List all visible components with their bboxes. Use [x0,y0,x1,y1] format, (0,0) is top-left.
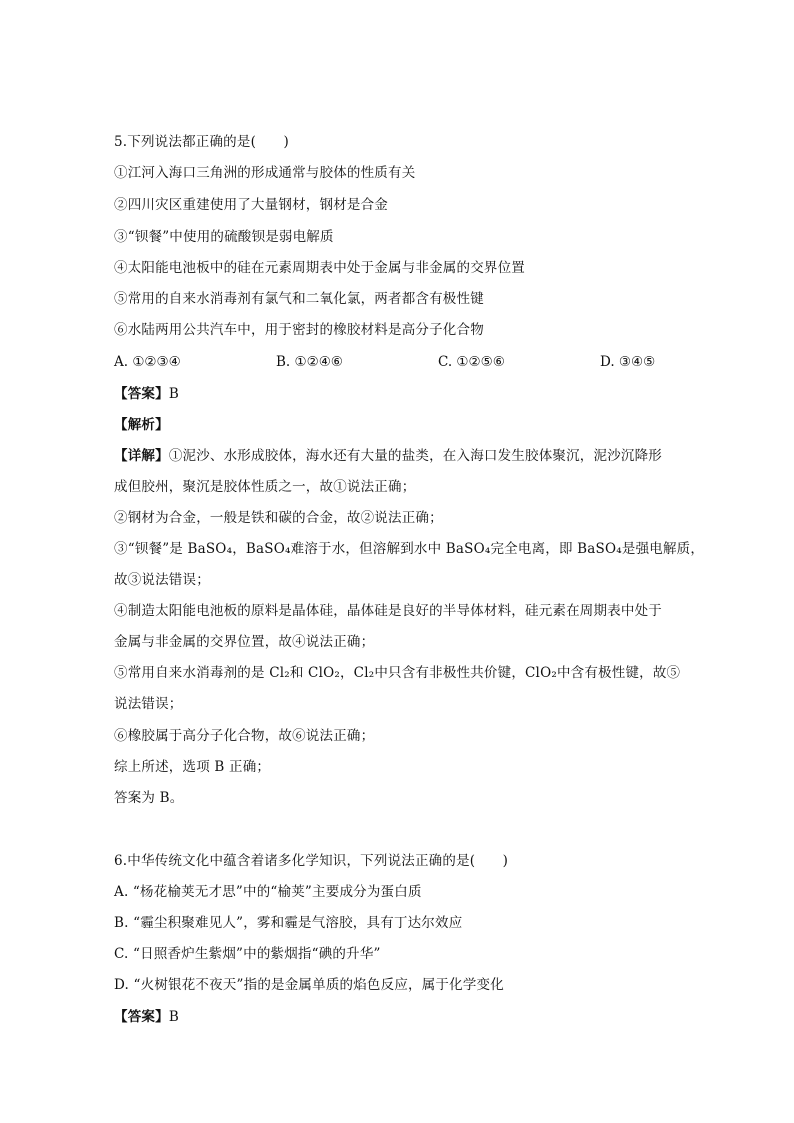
q5-explanation-line-5: 故③说法错误； [114,572,210,588]
q6-answer-line [114,1007,179,1027]
q5-option-a: A. ①②③④ [114,354,181,370]
q5-analysis-label: 【解析】 [114,417,169,433]
q5-item-4: ④太阳能电池板中的硅在元素周期表中处于金属与非金属的交界位置 [114,260,525,276]
q5-explanation-line-7: 金属与非金属的交界位置，故④说法正确； [114,634,375,650]
q6-answer-value: B [168,1009,179,1025]
q5-explanation-line-11: 综上所述，选项 B 正确； [114,759,271,775]
q5-explanation-line-2: 成但胶州，聚沉是胶体性质之一，故①说法正确； [114,479,416,495]
q5-explanation-line-6: ④制造太阳能电池板的原料是晶体硅，晶体硅是良好的半导体材料，硅元素在周期表中处于 [114,603,662,619]
q5-item-2: ②四川灾区重建使用了大量钢材，钢材是合金 [114,197,388,213]
q5-explanation-line-9: 说法错误； [114,696,183,712]
q5-explanation-line-10: ⑥橡胶属于高分子化合物，故⑥说法正确； [114,728,375,744]
q5-answer-label: 【答案】 [114,386,169,402]
q5-answer-line [114,384,179,404]
q6-option-d: D. “火树银花不夜天”指的是金属单质的焰色反应，属于化学变化 [114,977,504,993]
q6-option-c: C. “日照香炉生紫烟”中的紫烟指“碘的升华” [114,946,381,962]
q5-item-3: ③“钡餐”中使用的硫酸钡是弱电解质 [114,229,334,245]
q5-item-1: ①江河入海口三角洲的形成通常与胶体的性质有关 [114,165,416,181]
q5-item-6: ⑥水陆两用公共汽车中，用于密封的橡胶材料是高分子化合物 [114,322,484,338]
q6-option-a: A. “杨花榆荚无才思”中的“榆荚”主要成分为蛋白质 [114,884,422,900]
q5-detail-label: 【详解】 [114,448,169,464]
q6-answer-label: 【答案】 [114,1009,169,1025]
q5-explanation-line-12: 答案为 B。 [114,790,184,806]
q5-explanation-line-3: ②钢材为合金，一般是铁和碳的合金，故②说法正确； [114,510,443,526]
q5-option-b: B. ①②④⑥ [276,354,343,370]
q5-option-c: C. ①②⑤⑥ [438,354,505,370]
q5-explanation-text-1: ①泥沙、水形成胶体，海水还有大量的盐类，在入海口发生胶体聚沉，泥沙沉降形 [168,448,663,464]
q5-option-d: D. ③④⑤ [600,354,656,370]
q5-explanation-line-8: ⑤常用自来水消毒剂的是 Cl₂和 ClO₂，Cl₂中只含有非极性共价键，ClO₂中含有极性键，故⑤ [114,665,681,681]
q5-answer-value: B [168,386,179,402]
q5-explanation-line-4: ③“钡餐”是 BaSO₄，BaSO₄难溶于水，但溶解到水中 BaSO₄完全电离，即 BaSO₄是强电解质， [114,541,705,557]
q6-option-b: B. “霾尘积聚难见人”，雾和霾是气溶胶，具有丁达尔效应 [114,915,463,931]
q5-explanation-line-1 [114,446,662,466]
q5-item-5: ⑤常用的自来水消毒剂有氯气和二氧化氯，两者都含有极性键 [114,291,484,307]
q5-stem: 5.下列说法都正确的是( ) [114,134,289,150]
q6-stem: 6.中华传统文化中蕴含着诸多化学知识，下列说法正确的是( ) [114,853,509,869]
